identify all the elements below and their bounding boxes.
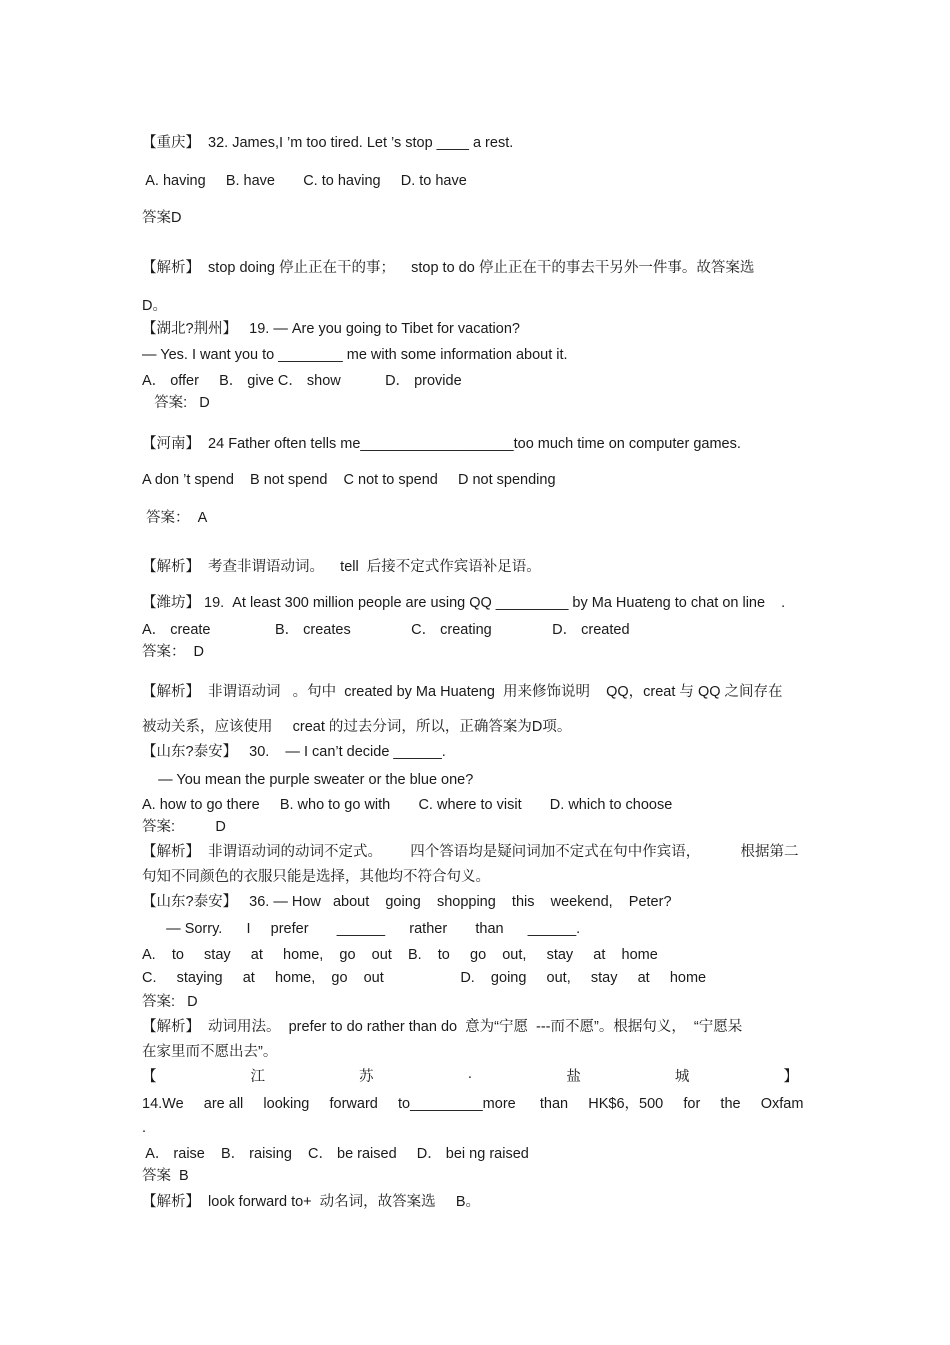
explanation-shandong-30-cont: 句知不同颜色的衣服只能是选择，其他均不符合句义。 [142,869,490,885]
explanation-jiangsu-14: 【解析】 look forward to+ 动名词，故答案选 B。 [142,1194,480,1210]
question-shandong-30: 【山东?泰安】 30. — I can’t decide ______. [142,744,446,760]
options-hubei-19: A． offer B． give C． show D． provide [142,373,462,389]
heading-char: 苏 [359,1069,374,1085]
question-weifang-19: 【潍坊】 19. At least 300 million people are using QQ _________ by Ma Huateng to chat on line . [142,595,786,611]
question-shandong-36-reply: — Sorry. I prefer ______ rather than ______. [142,921,581,937]
explanation-shandong-36: 【解析】 动词用法。 prefer to do rather than do 意为“宁愿 ---而不愿”。根据句义， “宁愿呆 [142,1019,743,1035]
explanation-shandong-36-cont: 在家里而不愿出去”。 [142,1044,278,1060]
answer-henan-24: 答案： A [142,510,208,526]
heading-char: 【 [142,1069,157,1085]
explanation-weifang-19: 【解析】 非谓语动词 。句中 created by Ma Huateng 用来修饰说明 QQ，creat 与 QQ 之间存在 [142,684,783,700]
question-hubei-19-reply: — Yes. I want you to ________ me with some information about it. [142,347,568,363]
explanation-weifang-19-cont: 被动关系，应该使用 creat 的过去分词，所以，正确答案为D项。 [142,719,572,735]
explanation-chongqing-32: 【解析】 stop doing 停止正在干的事； stop to do 停止正在干的事去干另外一件事。故答案选 [142,260,755,276]
answer-shandong-36: 答案: D [142,994,198,1010]
question-hubei-19: 【湖北?荆州】 19. — Are you going to Tibet for vacation? [142,321,520,337]
question-shandong-30-reply: — You mean the purple sweater or the blue one? [142,772,474,788]
options-weifang-19: A． create B． creates C． creating D． created [142,622,630,638]
answer-chongqing-32: 答案D [142,210,182,226]
options-shandong-30: A. how to go there B. who to go with C. where to visit D. which to choose [142,797,673,813]
heading-char: 江 [250,1069,266,1085]
options-jiangsu-14: A． raise B． raising C． be raised D． bei ng raised [142,1146,529,1162]
question-jiangsu-14-cont: . [142,1120,147,1136]
question-henan-24: 【河南】 24 Father often tells me___________________too much time on computer games. [142,436,741,452]
explanation-shandong-30: 【解析】 非谓语动词的动词不定式。 四个答语均是疑问词加不定式在句中作宾语， 根据第二 [142,844,799,860]
answer-shandong-30: 答案: D [142,819,226,835]
answer-hubei-19: 答案: D [142,395,210,411]
question-shandong-36: 【山东?泰安】 36. — How about going shopping this weekend, Peter? [142,894,672,910]
explanation-chongqing-32-cont: D。 [142,298,167,314]
question-jiangsu-14: 14.We are all looking forward to_________more than HK$6，500 for the Oxfam [142,1096,804,1112]
options-henan-24: A don ’t spend B not spend C not to spend D not spending [142,472,556,488]
heading-char: 城 [674,1069,690,1085]
answer-jiangsu-14: 答案 B [142,1168,189,1184]
options-shandong-36-ab: A. to stay at home, go out B. to go out, stay at home [142,947,658,963]
question-chongqing-32: 【重庆】 32. James,I ’m too tired. Let ’s stop ____ a rest. [142,135,514,151]
options-chongqing-32: A. having B. have C. to having D. to have [142,173,467,189]
heading-char: · [467,1069,473,1085]
heading-char: 】 [783,1069,798,1085]
options-shandong-36-cd: C. staying at home, go out D. going out, stay at home [142,970,707,986]
explanation-henan-24: 【解析】 考查非谓语动词。 tell 后接不定式作宾语补足语。 [142,559,541,575]
answer-weifang-19: 答案： D [142,644,205,660]
region-heading-jiangsu-yancheng [142,1068,798,1086]
heading-char: 盐 [566,1069,581,1085]
